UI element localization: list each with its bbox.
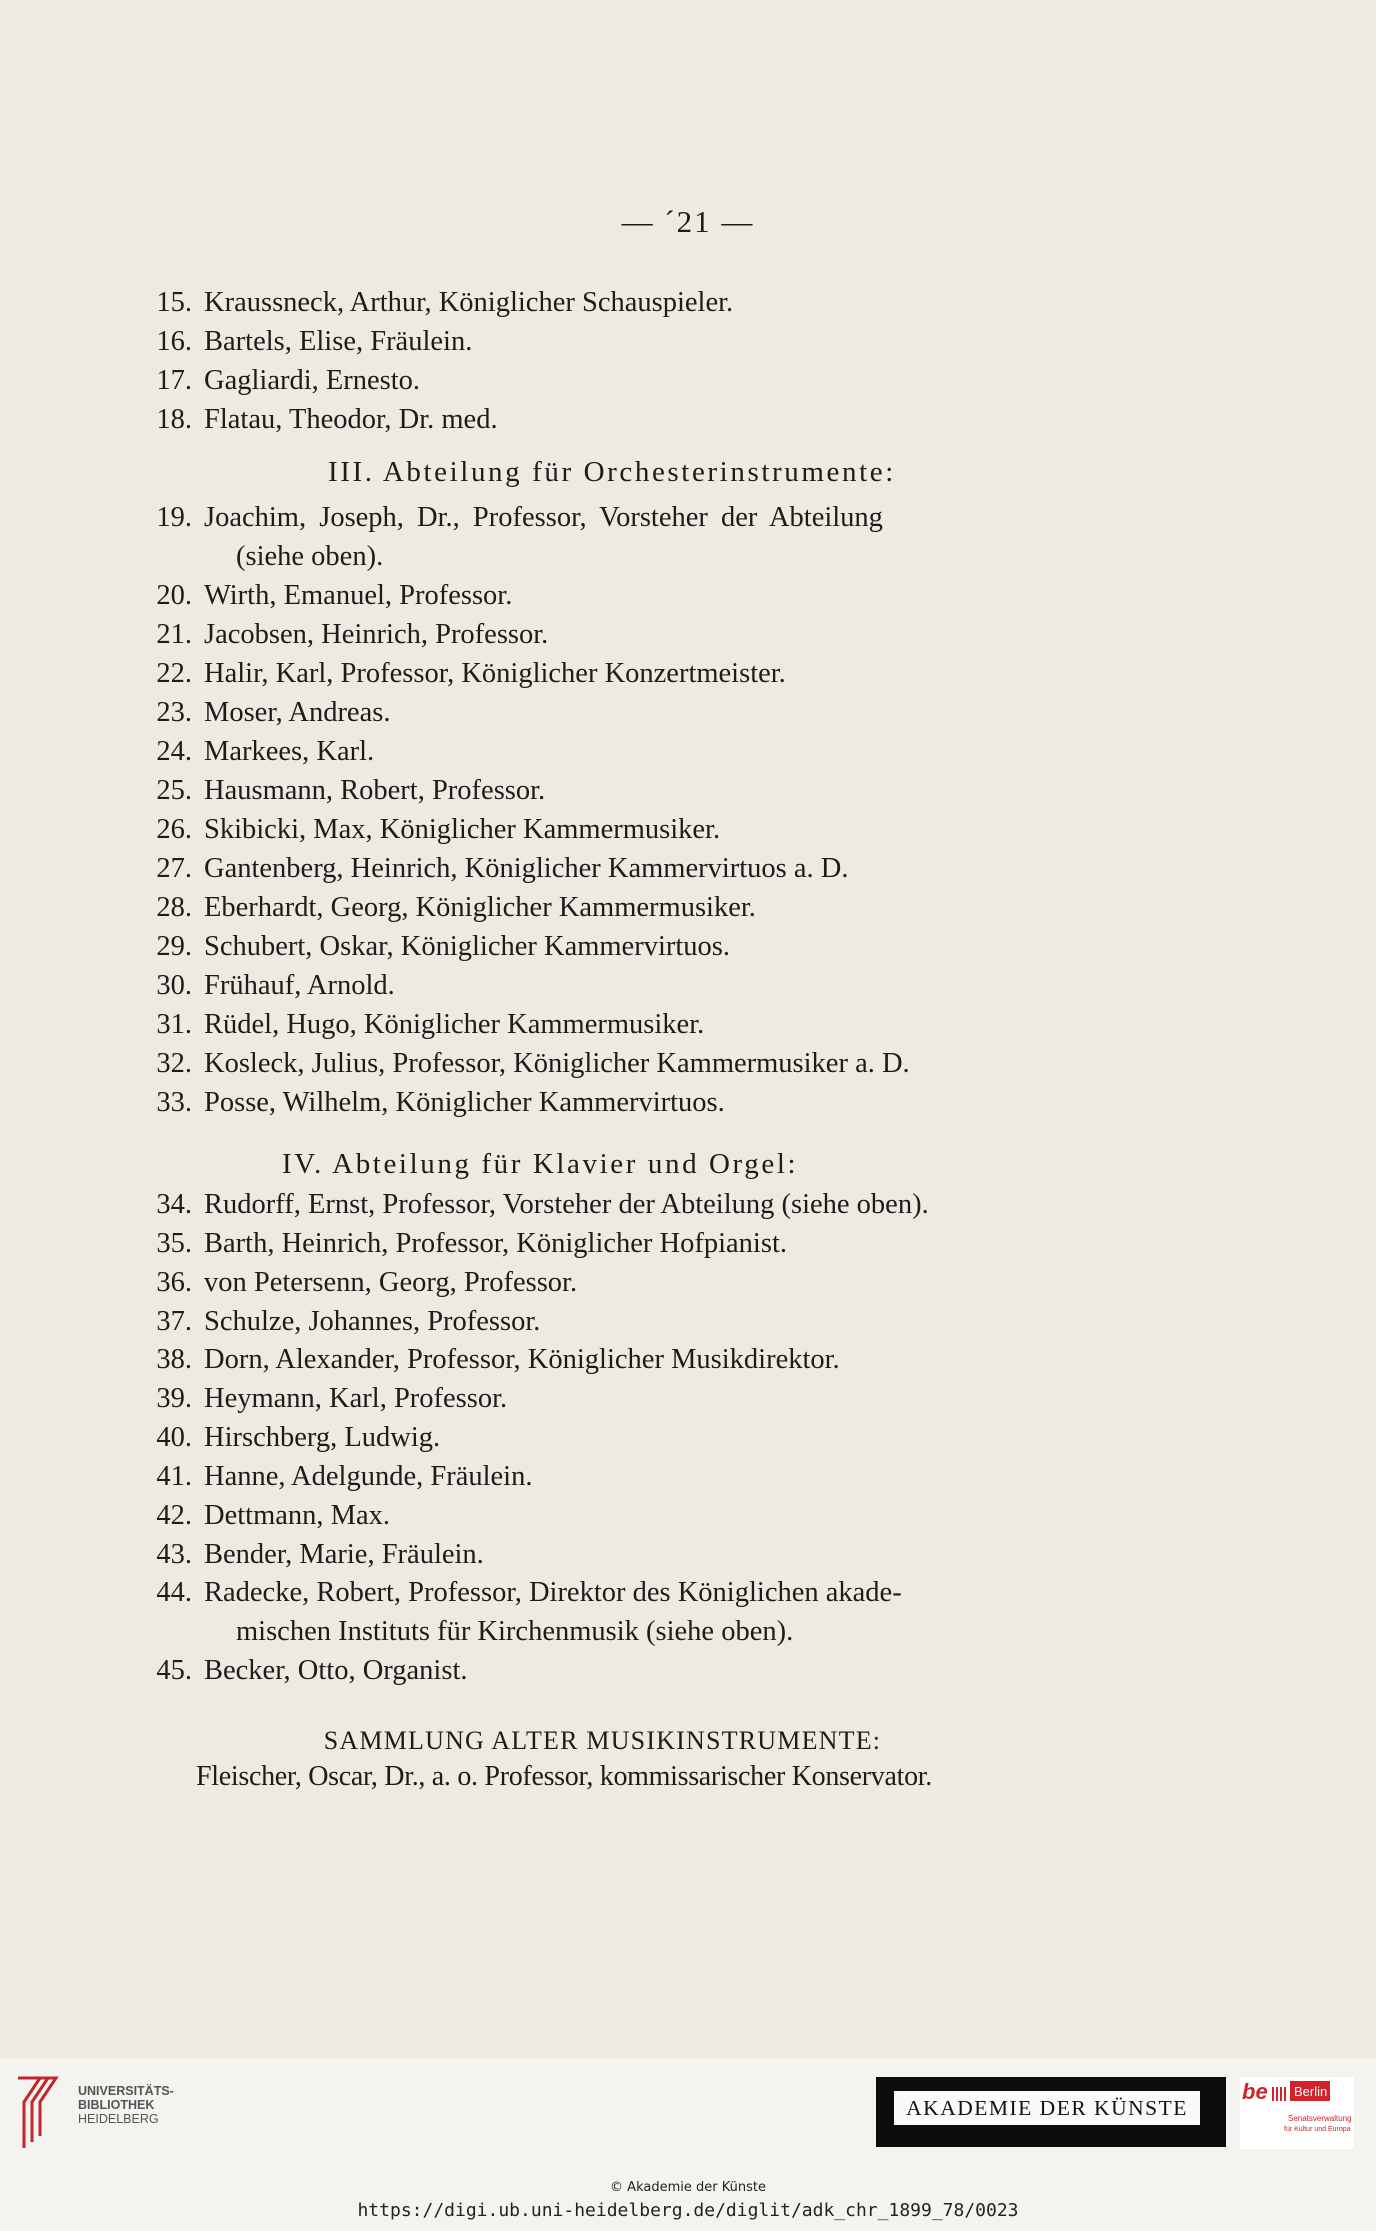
list-item: 42. Dettmann, Max. <box>156 1500 391 1531</box>
list-item: 20. Wirth, Emanuel, Professor. <box>156 580 513 611</box>
list-item: 29. Schubert, Oskar, Königlicher Kammervirtuos. <box>156 931 730 962</box>
akademie-name: AKADEMIE DER KÜNSTE <box>894 2091 1200 2125</box>
copyright-notice: © Akademie der Künste <box>610 2180 766 2195</box>
list-item: 34. Rudorff, Ernst, Professor, Vorsteher der Abteilung (siehe oben). <box>156 1189 929 1220</box>
list-item: 36. von Petersenn, Georg, Professor. <box>156 1267 578 1298</box>
list-item: 32. Kosleck, Julius, Professor, Königlicher Kammermusiker a. D. <box>156 1048 910 1079</box>
university-library-name[interactable]: UNIVERSITÄTS- BIBLIOTHEK HEIDELBERG <box>78 2084 174 2126</box>
list-item: 24. Markees, Karl. <box>156 736 375 767</box>
list-item: 37. Schulze, Johannes, Professor. <box>156 1306 541 1337</box>
list-item: 21. Jacobsen, Heinrich, Professor. <box>156 619 549 650</box>
list-item: 22. Halir, Karl, Professor, Königlicher Konzertmeister. <box>156 658 786 689</box>
list-item: 19. Joachim, Joseph, Dr., Professor, Vorsteher der Abteilung (siehe oben). <box>156 502 883 572</box>
list-item: 45. Becker, Otto, Organist. <box>156 1655 468 1686</box>
list-item: 28. Eberhardt, Georg, Königlicher Kammermusiker. <box>156 892 756 923</box>
list-item: 33. Posse, Wilhelm, Königlicher Kammervirtuos. <box>156 1087 725 1118</box>
list-item: 18. Flatau, Theodor, Dr. med. <box>156 404 498 435</box>
list-item: 35. Barth, Heinrich, Professor, Königlicher Hofpianist. <box>156 1228 787 1259</box>
list-item: 44. Radecke, Robert, Professor, Direktor des Königlichen akade- mischen Instituts für Kirchenmusik (siehe oben). <box>156 1577 902 1647</box>
section-heading-piano-organ: IV. Abteilung für Klavier und Orgel: <box>282 1148 799 1180</box>
sammlung-heading: SAMMLUNG ALTER MUSIKINSTRUMENTE: <box>323 1726 882 1755</box>
list-item: 38. Dorn, Alexander, Professor, Königlicher Musikdirektor. <box>156 1344 840 1375</box>
svg-text:be: be <box>1242 2079 1268 2104</box>
list-item: 31. Rüdel, Hugo, Königlicher Kammermusiker. <box>156 1009 705 1040</box>
list-item: 27. Gantenberg, Heinrich, Königlicher Kammervirtuos a. D. <box>156 853 849 884</box>
akademie-logo[interactable] <box>876 2077 1226 2147</box>
svg-text:Senatsverwaltung: Senatsverwaltung <box>1288 2114 1352 2123</box>
list-item: 26. Skibicki, Max, Königlicher Kammermusiker. <box>156 814 721 845</box>
page-number: — ´21 — <box>621 204 755 239</box>
list-item: 43. Bender, Marie, Fräulein. <box>156 1539 484 1570</box>
sammlung-entry: Fleischer, Oscar, Dr., a. o. Professor, kommissarischer Konservator. <box>196 1761 932 1792</box>
berlin-senate-logo-icon[interactable] <box>1240 2077 1354 2149</box>
list-item: 39. Heymann, Karl, Professor. <box>156 1383 508 1414</box>
section-heading-orchestra: III. Abteilung für Orchesterinstrumente: <box>328 456 896 488</box>
svg-text:Berlin: Berlin <box>1294 2084 1328 2099</box>
svg-text:für Kultur und Europa: für Kultur und Europa <box>1284 2126 1351 2133</box>
list-item: 16. Bartels, Elise, Fräulein. <box>156 326 473 357</box>
list-item: 40. Hirschberg, Ludwig. <box>156 1422 441 1453</box>
list-item: 23. Moser, Andreas. <box>156 697 391 728</box>
permalink[interactable]: https://digi.ub.uni-heidelberg.de/diglit/adk_chr_1899_78/0023 <box>357 2200 1019 2221</box>
list-item: 15. Kraussneck, Arthur, Königlicher Schauspieler. <box>156 287 734 318</box>
list-item: 17. Gagliardi, Ernesto. <box>156 365 421 396</box>
list-item: 41. Hanne, Adelgunde, Fräulein. <box>156 1461 533 1492</box>
list-item: 25. Hausmann, Robert, Professor. <box>156 775 546 806</box>
list-item: 30. Frühauf, Arnold. <box>156 970 395 1001</box>
university-library-logo-icon[interactable] <box>14 2072 72 2152</box>
